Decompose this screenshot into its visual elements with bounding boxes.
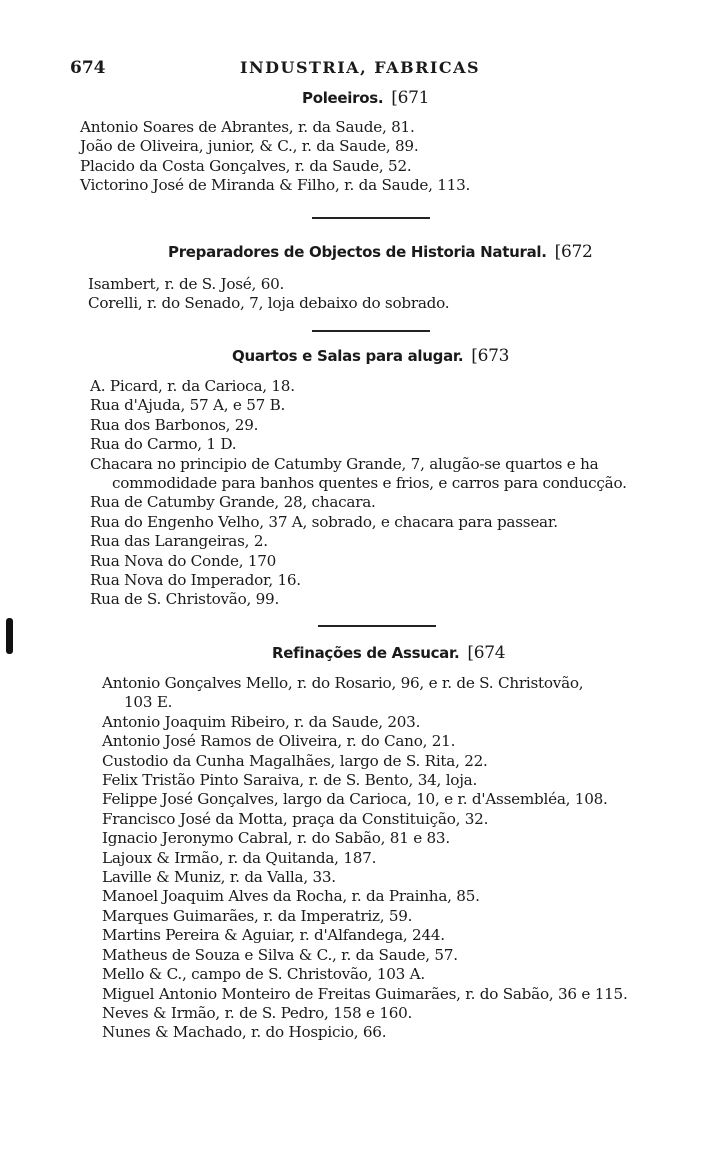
list-item: Rua d'Ajuda, 57 A, e 57 B. (90, 396, 286, 415)
section-entries-preparadores (88, 275, 449, 314)
list-item: Rua Nova do Imperador, 16. (90, 571, 301, 590)
list-item: A. Picard, r. da Carioca, 18. (90, 377, 295, 395)
list-item: Lajoux & Irmão, r. da Quitanda, 187. (102, 848, 377, 867)
list-item-continuation: 103 E. (124, 693, 173, 712)
list-item: Corelli, r. do Senado, 7, loja debaixo do sobrado. (88, 294, 450, 313)
list-item: Rua dos Barbonos, 29. (90, 415, 259, 434)
list-item: Placido da Costa Gonçalves, r. da Saude, 52. (80, 156, 412, 175)
section-title-text: Refinações de Assucar. (272, 644, 460, 662)
section-title-text: Preparadores de Objectos de Historia Natural. (168, 243, 547, 261)
list-item-continuation: commodidade para banhos quentes e frios, e carros para conducção. (112, 474, 627, 493)
list-item: Neves & Irmão, r. de S. Pedro, 158 e 160. (102, 1003, 413, 1022)
list-item: Francisco José da Motta, praça da Constituição, 32. (102, 809, 489, 828)
section-divider (318, 625, 436, 627)
section-code: [674 (467, 643, 506, 663)
list-item: Rua de Catumby Grande, 28, chacara. (90, 493, 376, 512)
list-item: Martins Pereira & Aguiar, r. d'Alfandega, 244. (102, 926, 445, 945)
list-item: Felippe José Gonçalves, largo da Carioca, 10, e r. d'Assembléa, 108. (102, 790, 608, 809)
list-item: Matheus de Souza e Silva & C., r. da Saude, 57. (102, 945, 458, 964)
page-number: 674 (70, 58, 106, 78)
list-item: Nunes & Machado, r. do Hospicio, 66. (102, 1023, 387, 1042)
section-title-refinacoes (272, 643, 505, 663)
list-item: Ignacio Jeronymo Cabral, r. do Sabão, 81 e 83. (102, 829, 450, 848)
list-item: João de Oliveira, junior, & C., r. da Saude, 89. (80, 137, 419, 156)
list-item: Laville & Muniz, r. da Valla, 33. (102, 868, 336, 887)
list-item: Antonio Gonçalves Mello, r. do Rosario, 96, e r. de S. Christovão, (102, 674, 584, 692)
section-divider (312, 217, 430, 219)
section-code: [671 (391, 88, 430, 108)
section-code: [673 (471, 346, 510, 366)
section-title-quartos (232, 346, 509, 366)
list-item: Rua do Carmo, 1 D. (90, 435, 237, 454)
list-item: Antonio José Ramos de Oliveira, r. do Cano, 21. (102, 732, 456, 751)
running-title: INDUSTRIA, FABRICAS (240, 58, 481, 77)
list-item: Rua Nova do Conde, 170 (90, 551, 277, 570)
running-header (70, 58, 670, 82)
section-divider (312, 330, 430, 332)
list-item: Rua de S. Christovão, 99. (90, 590, 280, 609)
page-edge-mark (6, 618, 13, 654)
list-item: Rua do Engenho Velho, 37 A, sobrado, e chacara para passear. (90, 512, 558, 531)
list-item: Manoel Joaquim Alves da Rocha, r. da Prainha, 85. (102, 887, 480, 906)
section-entries-poleeiros (80, 118, 470, 196)
list-item: Marques Guimarães, r. da Imperatriz, 59. (102, 906, 413, 925)
list-item: Antonio Soares de Abrantes, r. da Saude, 81. (80, 118, 415, 136)
list-item: Isambert, r. de S. José, 60. (88, 275, 285, 293)
section-entries-quartos (90, 377, 627, 610)
list-item: Rua das Larangeiras, 2. (90, 532, 268, 551)
list-item: Custodio da Cunha Magalhães, largo de S. Rita, 22. (102, 751, 488, 770)
section-entries-refinacoes (102, 674, 628, 1043)
list-item: Felix Tristão Pinto Saraiva, r. de S. Bento, 34, loja. (102, 771, 478, 790)
section-code: [672 (554, 242, 593, 262)
list-item: Mello & C., campo de S. Christovão, 103 A. (102, 965, 425, 984)
section-title-poleeiros (302, 88, 429, 108)
list-item: Antonio Joaquim Ribeiro, r. da Saude, 203. (102, 712, 421, 731)
section-title-text: Quartos e Salas para alugar. (232, 347, 464, 365)
list-item: Victorino José de Miranda & Filho, r. da Saude, 113. (80, 176, 471, 195)
section-title-preparadores (168, 242, 593, 262)
section-title-text: Poleeiros. (302, 89, 384, 107)
list-item: Chacara no principio de Catumby Grande, 7, alugão-se quartos e ha (90, 454, 599, 473)
list-item: Miguel Antonio Monteiro de Freitas Guimarães, r. do Sabão, 36 e 115. (102, 984, 628, 1003)
